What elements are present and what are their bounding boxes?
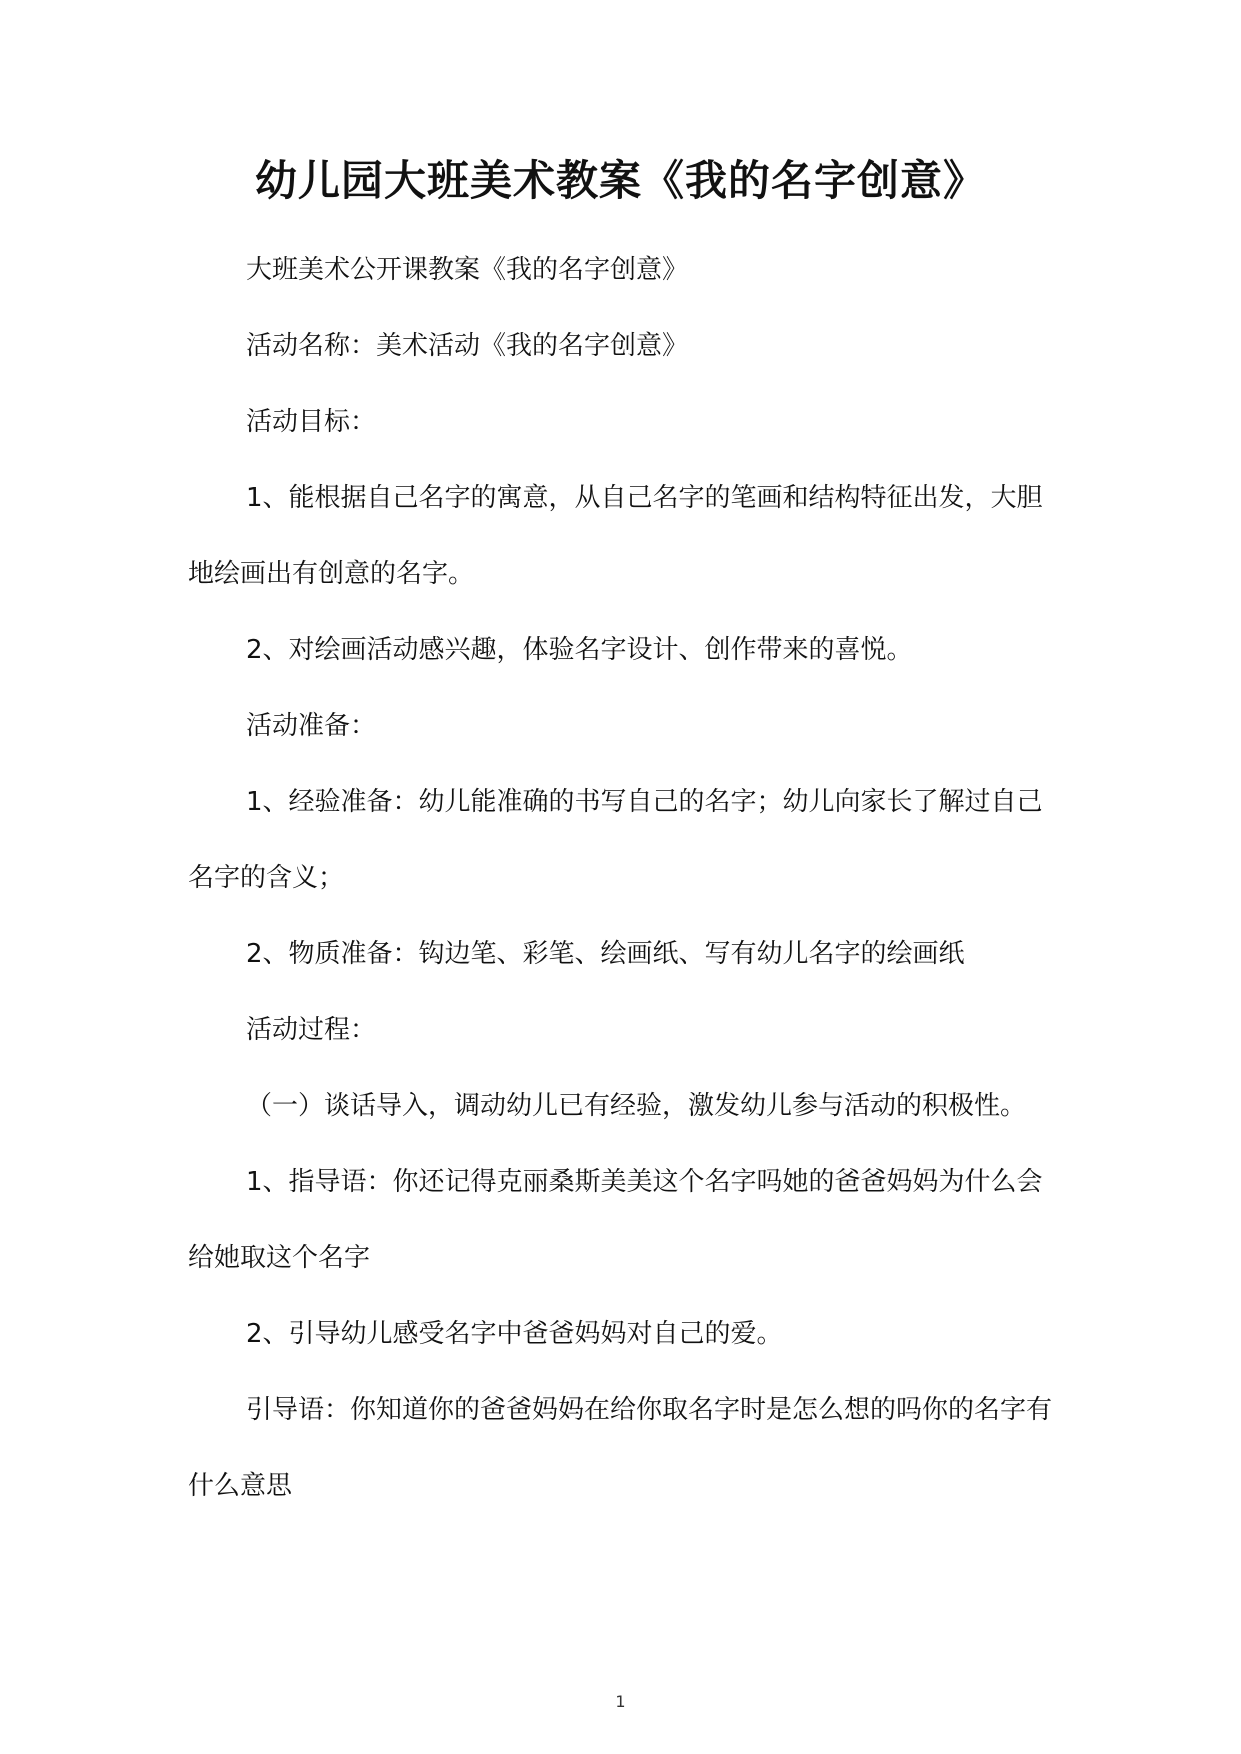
- paragraph: 活动目标：: [246, 407, 377, 437]
- paragraph: （一）谈话导入，调动幼儿已有经验，激发幼儿参与活动的积极性。: [246, 1091, 1027, 1121]
- paragraph: 2、物质准备：钩边笔、彩笔、绘画纸、写有幼儿名字的绘画纸: [246, 939, 965, 969]
- paragraph: 1、经验准备：幼儿能准确的书写自己的名字；幼儿向家长了解过自己名字的含义；: [188, 787, 1043, 893]
- page-number: 1: [615, 1692, 626, 1711]
- paragraph: 2、对绘画活动感兴趣，体验名字设计、创作带来的喜悦。: [246, 635, 913, 665]
- paragraph: 活动过程：: [246, 1015, 377, 1045]
- paragraph: 引导语：你知道你的爸爸妈妈在给你取名字时是怎么想的吗你的名字有什么意思: [188, 1395, 1053, 1501]
- paragraph: 2、引导幼儿感受名字中爸爸妈妈对自己的爱。: [246, 1319, 783, 1349]
- paragraph: 1、能根据自己名字的寓意，从自己名字的笔画和结构特征出发，大胆地绘画出有创意的名字。: [188, 483, 1043, 589]
- paragraph: 活动准备：: [246, 711, 377, 741]
- paragraph: 1、指导语：你还记得克丽桑斯美美这个名字吗她的爸爸妈妈为什么会给她取这个名字: [188, 1167, 1043, 1273]
- document-body: [188, 252, 1054, 1544]
- document-title: 幼儿园大班美术教案《我的名字创意》: [254, 156, 986, 205]
- paragraph: 大班美术公开课教案《我的名字创意》: [246, 255, 689, 285]
- paragraph: 活动名称：美术活动《我的名字创意》: [246, 331, 689, 361]
